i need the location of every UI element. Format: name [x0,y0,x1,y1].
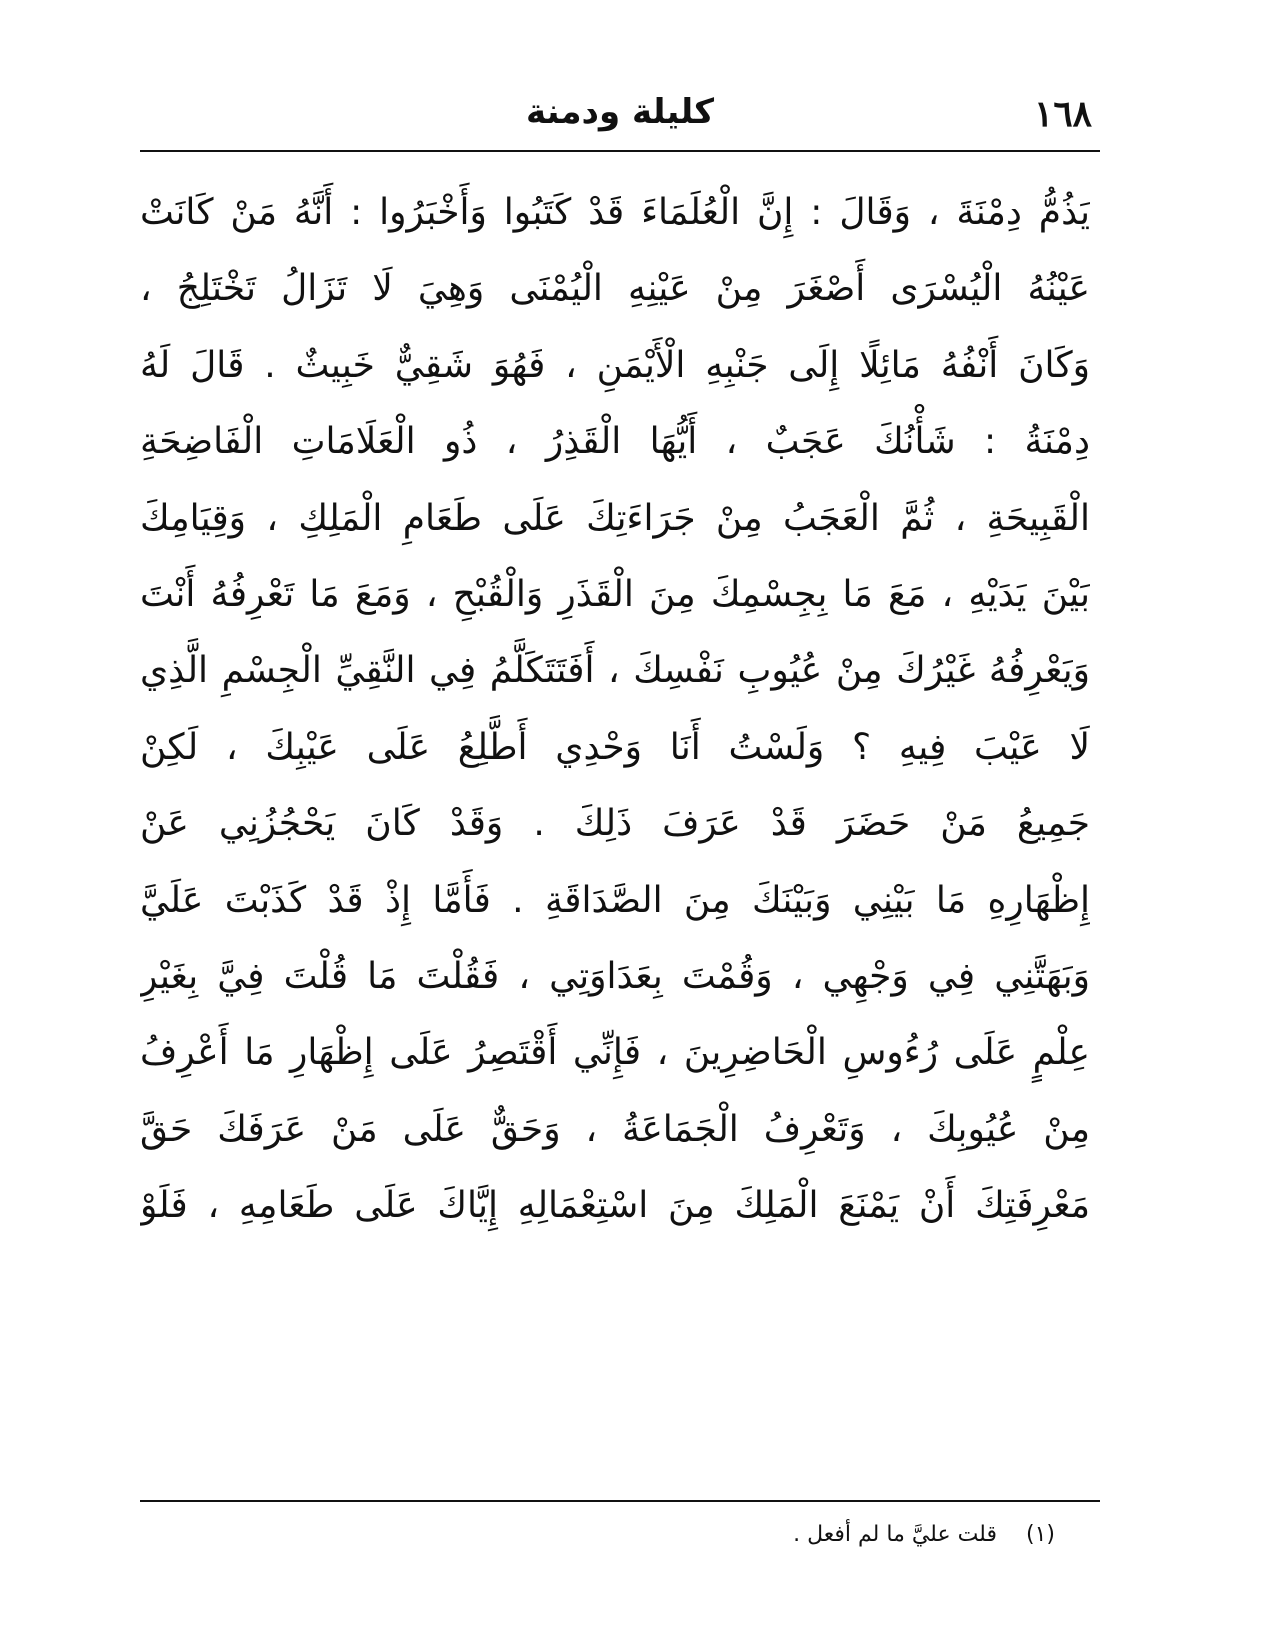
text-line: دِمْنَةُ : شَأْنُكَ عَجَبٌ ، أَيُّهَا الْقَذِرُ ، ذُو الْعَلَامَاتِ الْفَاضِحَةِ [140,421,1090,463]
text-line: لَا عَيْبَ فِيهِ ؟ وَلَسْتُ أَنَا وَحْدِي أَطَّلِعُ عَلَى عَيْبِكَ ، لَكِنْ [140,726,1090,768]
text-line: وَكَانَ أَنْفُهُ مَائِلًا إِلَى جَنْبِهِ الْأَيْمَنِ ، فَهُوَ شَقِيٌّ خَبِيثٌ . قَالَ لَهُ [140,344,1090,386]
text-line: يَذُمُّ دِمْنَةَ ، وَقَالَ : إِنَّ الْعُلَمَاءَ قَدْ كَتَبُوا وَأَخْبَرُوا : أَنَّهُ مَنْ كَانَتْ [140,192,1090,233]
text-line: وَبَهَتَّنِي فِي وَجْهِي ، وَقُمْتَ بِعَدَاوَتِي ، فَقُلْتَ مَا قُلْتَ فِيَّ بِغَيْرِ [140,955,1090,997]
text-line: الْقَبِيحَةِ ، ثُمَّ الْعَجَبُ مِنْ جَرَاءَتِكَ عَلَى طَعَامِ الْمَلِكِ ، وَقِيَامِكَ [140,497,1090,539]
text-line: جَمِيعُ مَنْ حَضَرَ قَدْ عَرَفَ ذَلِكَ . وَقَدْ كَانَ يَحْجُزُنِي عَنْ [140,803,1090,845]
footnote-text: قلت عليَّ ما لم أفعل . [793,1522,997,1547]
text-line: إِظْهَارِهِ مَا بَيْنِي وَبَيْنَكَ مِنَ الصَّدَاقَةِ . فَأَمَّا إِذْ قَدْ كَذَبْتَ عَلَيَّ [140,879,1090,921]
page-number: ١٦٨ [1033,93,1092,135]
footnote-marker: (١) [1025,1522,1055,1547]
header-divider [140,150,1100,152]
text-line: مَعْرِفَتِكَ أَنْ يَمْنَعَ الْمَلِكَ مِنَ اسْتِعْمَالِهِ إِيَّاكَ عَلَى طَعَامِهِ ، فَلَوْ [140,1185,1090,1227]
text-line: عَيْنُهُ الْيُسْرَى أَصْغَرَ مِنْ عَيْنِهِ الْيُمْنَى وَهِيَ لَا تَزَالُ تَخْتَلِجُ ، [140,268,1090,310]
footnote-divider [140,1500,1100,1502]
text-line: عِلْمٍ عَلَى رُءُوسِ الْحَاضِرِينَ ، فَإِنِّي أَقْتَصِرُ عَلَى إِظْهَارِ مَا أَعْرِفُ [140,1032,1090,1074]
text-line: مِنْ عُيُوبِكَ ، وَتَعْرِفُ الْجَمَاعَةُ ، وَحَقٌّ عَلَى مَنْ عَرَفَكَ حَقَّ [140,1108,1090,1150]
page-header [140,88,1100,148]
running-title: كليلة ودمنة [526,92,714,132]
text-line: بَيْنَ يَدَيْهِ ، مَعَ مَا بِجِسْمِكَ مِنَ الْقَذَرِ وَالْقُبْحِ ، وَمَعَ مَا تَعْرِفُهُ أَنْتَ [140,573,1090,615]
footnote [140,1518,1055,1552]
text-line: وَيَعْرِفُهُ غَيْرُكَ مِنْ عُيُوبِ نَفْسِكَ ، أَفَتَتَكَلَّمُ فِي النَّقِيِّ الْجِسْمِ الَّذِي [140,650,1090,692]
main-text [140,175,1090,1244]
